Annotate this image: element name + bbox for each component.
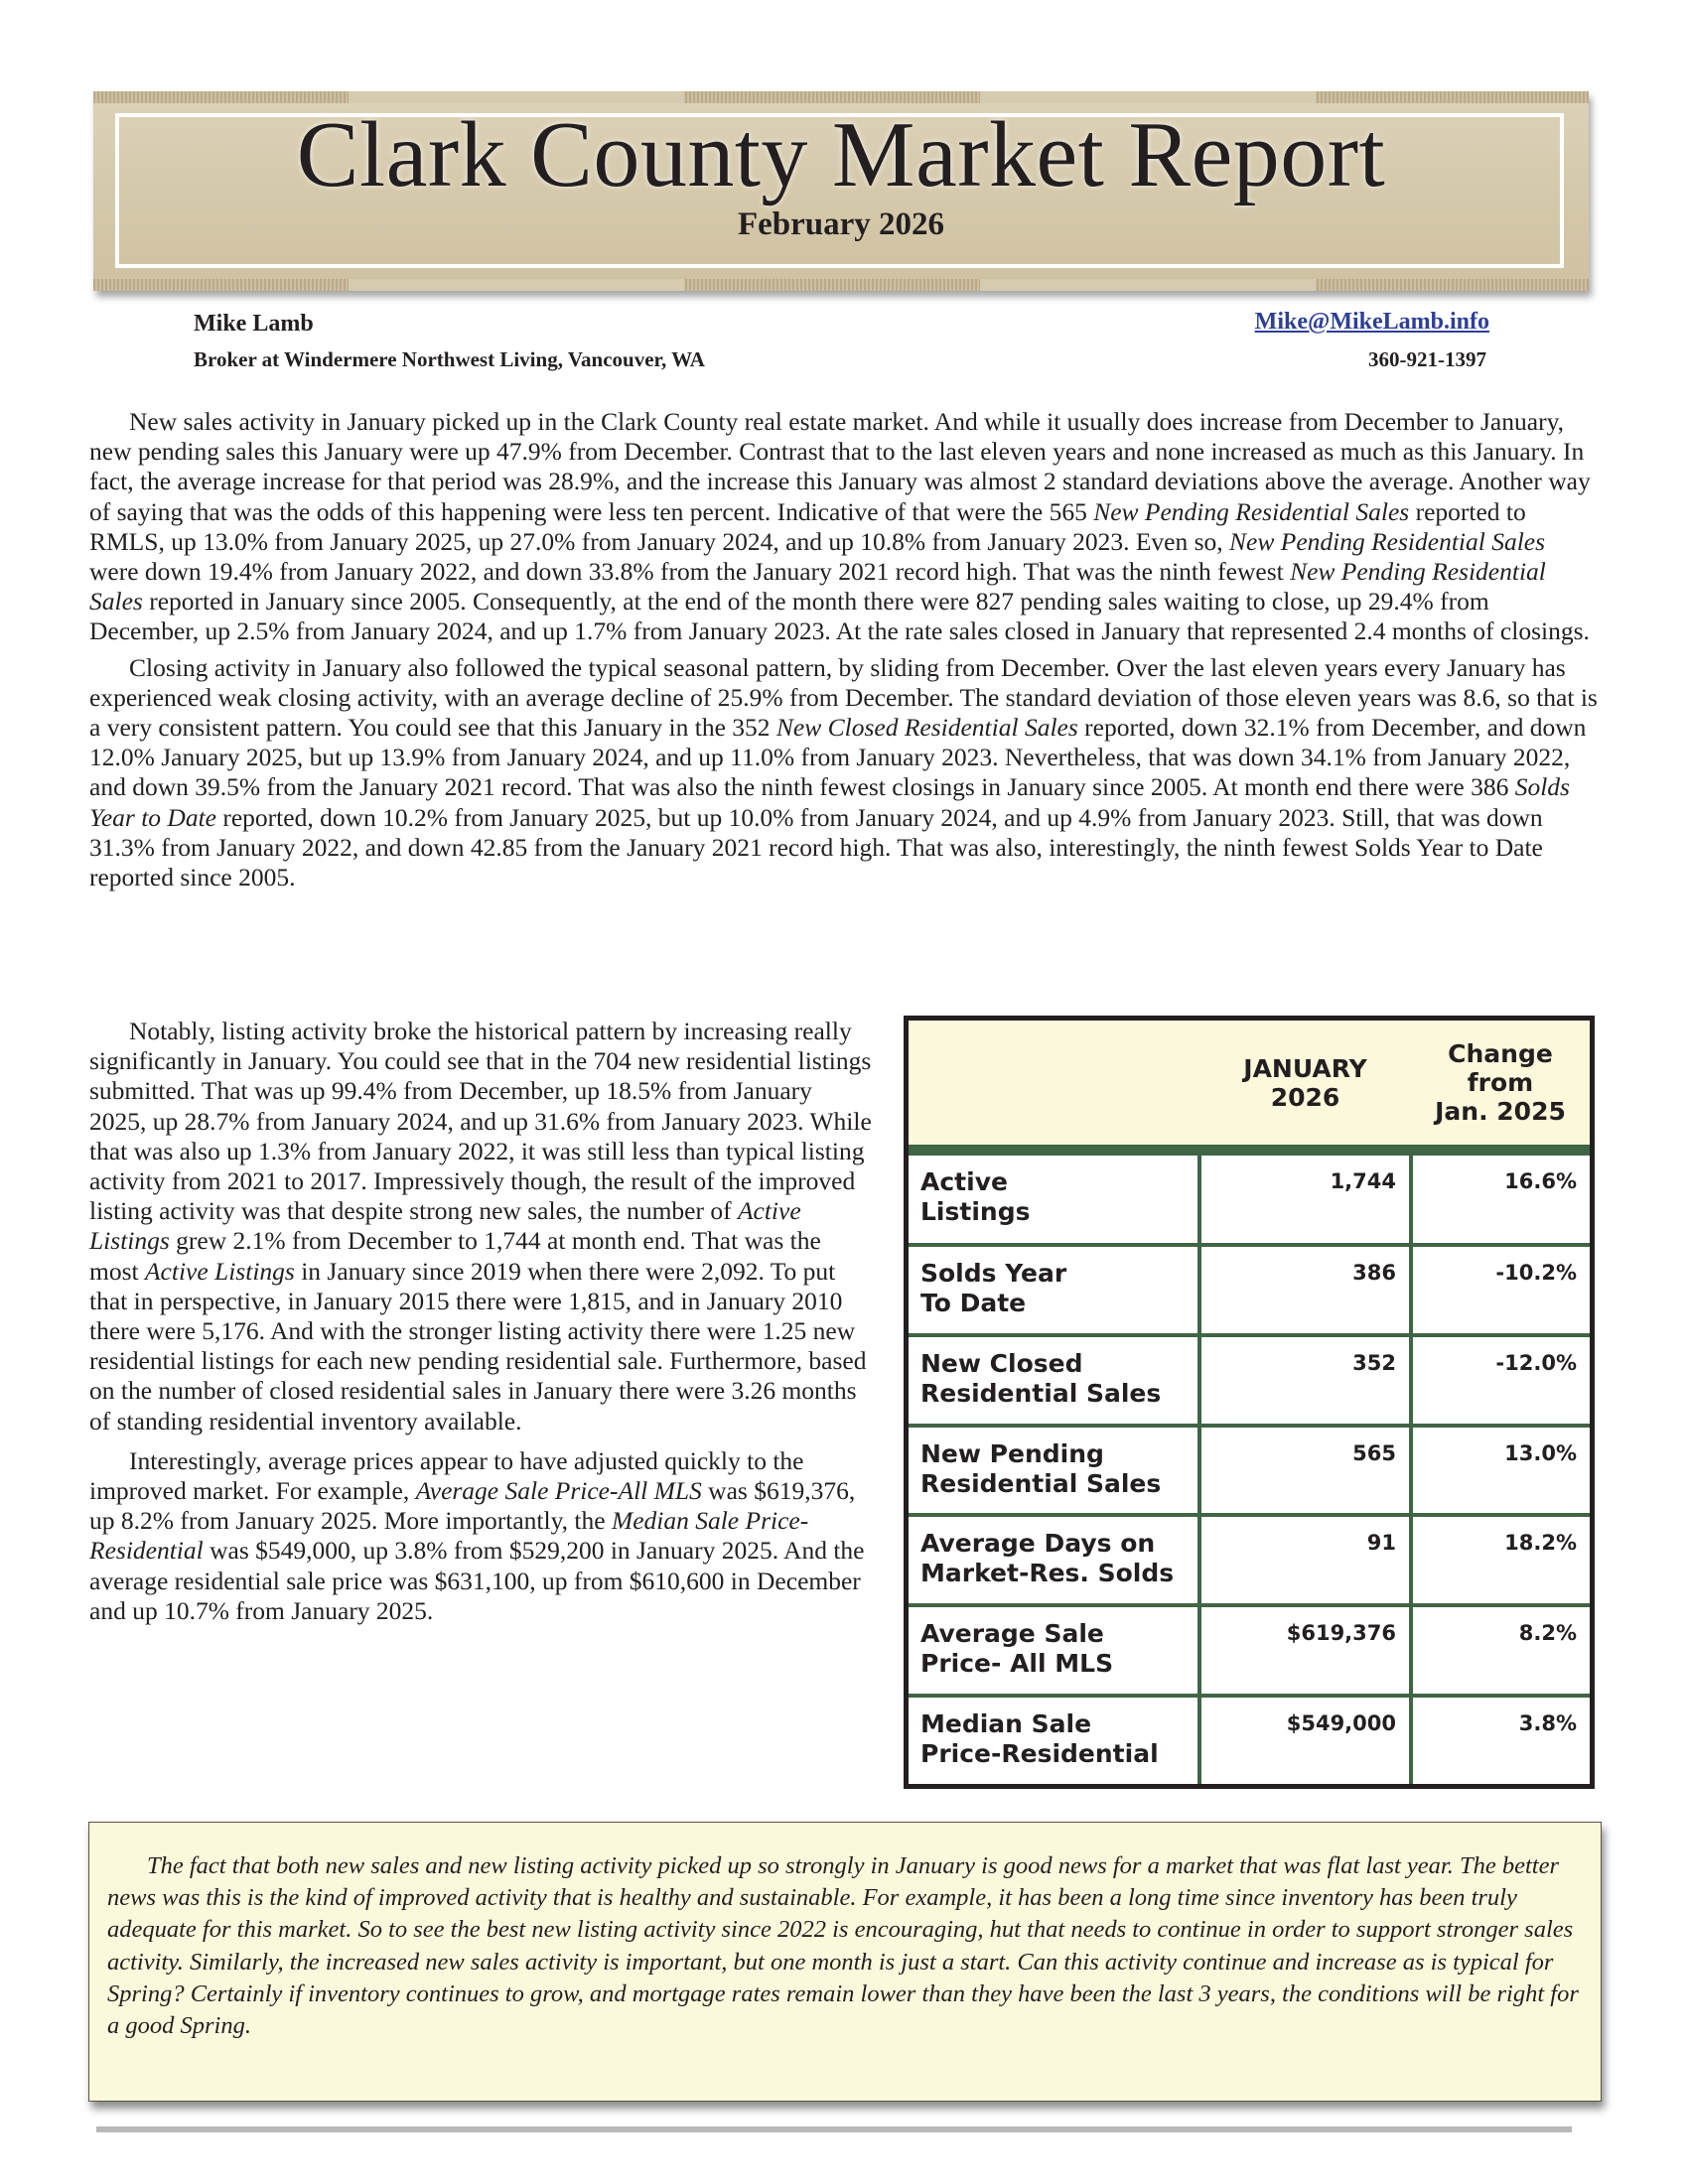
header-month: JANUARY 2026 bbox=[1199, 1021, 1411, 1151]
summary-text: The fact that both new sales and new listing activity picked up so strongly in January is good news for a market that was flat last year. The better news was this is the kind of improved activity that is healthy and sustainable. For example, it has been a long time since inventory has been truly adequate for this market. So to see the best new listing activity since 2022 is encouraging, hut that needs to continue in order to support stronger sales activity. Similarly, the increased new sales activity is important, but one month is just a start. Can this activity continue and increase as is typical for Spring? Certainly if inventory continues to grow, and mortgage rates remain lower than they have been the last 3 years, the conditions will be right for a good Spring. bbox=[107, 1852, 1579, 2040]
metric-change: 13.0% bbox=[1411, 1426, 1590, 1516]
metric-change: -12.0% bbox=[1411, 1335, 1590, 1426]
paragraph-prices: Interestingly, average prices appear to have adjusted quickly to the improved market. For example, Average Sale Price-All MLS was $619,376, up 8.2% from January 2025. More importantly, the Median Sale Price-Residential was $549,000, up 3.8% from $529,200 in January 2025. And the average residential sale price was $631,100, up from $610,600 in December and up 10.7% from January 2025. bbox=[89, 1445, 865, 1625]
intro-section bbox=[89, 407, 1599, 898]
metric-value: 1,744 bbox=[1199, 1151, 1411, 1245]
metric-change: -10.2% bbox=[1411, 1245, 1590, 1335]
table-row bbox=[909, 1605, 1590, 1696]
agent-email-link[interactable]: Mike@MikeLamb.info bbox=[1254, 309, 1489, 335]
metric-value: 352 bbox=[1199, 1335, 1411, 1426]
metric-value: $619,376 bbox=[1199, 1605, 1411, 1696]
table-row bbox=[909, 1426, 1590, 1516]
paragraph-closings: Closing activity in January also followed the typical seasonal pattern, by sliding from December. Over the last eleven years every January has experienced weak closing activity, with an average decline of 25.9% from December. The standard deviation of those eleven years was 8.6, so that is a very consistent pattern. You could see that this January in the 352 New Closed Residential Sales reported, down 32.1% from December, and down 12.0% January 2025, but up 13.9% from January 2024, and up 11.0% from January 2023. Nevertheless, that was down 34.1% from January 2022, and down 39.5% from the January 2021 record. That was also the ninth fewest closings in January since 2005. At month end there were 386 Solds Year to Date reported, down 10.2% from January 2025, but up 10.0% from January 2024, and up 4.9% from January 2023. Still, that was down 31.3% from January 2022, and down 42.85 from the January 2021 record high. That was also, interestingly, the ninth fewest Solds Year to Date reported since 2005. bbox=[89, 652, 1598, 892]
banner-stripe-top bbox=[93, 91, 1589, 103]
metric-label: Average Sale Price- All MLS bbox=[909, 1605, 1199, 1696]
metric-value: $549,000 bbox=[1199, 1696, 1411, 1784]
banner-stripe-bottom bbox=[93, 279, 1589, 291]
metric-change: 16.6% bbox=[1411, 1151, 1590, 1245]
table-row bbox=[909, 1151, 1590, 1245]
header-label-cell bbox=[909, 1021, 1199, 1151]
metric-change: 18.2% bbox=[1411, 1515, 1590, 1605]
title-banner bbox=[93, 91, 1589, 291]
paragraph-listings: Notably, listing activity broke the historical pattern by increasing really significantly in January. You could see that in the 704 new residential listings submitted. That was up 99.4% from December, up 18.5% from January 2025, up 28.7% from January 2024, and up 31.6% from January 2023. While that was also up 1.3% from January 2022, it was still less than typical listing activity from 2021 to 2017. Impressively though, the result of the improved listing activity was that despite strong new sales, the number of Active Listings grew 2.1% from December to 1,744 at month end. That was the most Active Listings in January since 2019 when there were 2,092. To put that in perspective, in January 2015 there were 1,815, and in January 2010 there were 5,176. And with the stronger listing activity there were 1.25 new residential listings for each new pending residential sale. Furthermore, based on the number of closed residential sales in January there were 3.26 months of standing residential inventory available. bbox=[89, 1017, 872, 1435]
metric-label: Active Listings bbox=[909, 1151, 1199, 1245]
agent-name: Mike Lamb bbox=[194, 311, 314, 337]
summary-callout bbox=[88, 1822, 1602, 2102]
table-row bbox=[909, 1515, 1590, 1605]
paragraph-new-sales: New sales activity in January picked up in the Clark County real estate market. And while it usually does increase from December to January, new pending sales this January were up 47.9% from December. Contrast that to the last eleven years and none increased as much as this January. In fact, the average increase for that period was 28.9%, and the increase this January was almost 2 standard deviations above the average. Another way of saying that was the odds of this happening were less ten percent. Indicative of that were the 565 New Pending Residential Sales reported to RMLS, up 13.0% from January 2025, up 27.0% from January 2024, and up 10.8% from January 2023. Even so, New Pending Residential Sales were down 19.4% from January 2022, and down 33.8% from the January 2021 record high. That was the ninth fewest New Pending Residential Sales reported in January since 2005. Consequently, at the end of the month there were 827 pending sales waiting to close, up 29.4% from December, up 2.5% from January 2024, and up 1.7% from January 2023. At the rate sales closed in January that represented 2.4 months of closings. bbox=[89, 407, 1591, 646]
table-row bbox=[909, 1696, 1590, 1784]
metric-value: 386 bbox=[1199, 1245, 1411, 1335]
metric-label: New Pending Residential Sales bbox=[909, 1426, 1199, 1516]
market-stats-table bbox=[904, 1016, 1595, 1789]
metric-label: Average Days on Market-Res. Solds bbox=[909, 1515, 1199, 1605]
report-title: Clark County Market Report bbox=[296, 103, 1386, 206]
table-header-row bbox=[909, 1021, 1590, 1151]
header-change: Change from Jan. 2025 bbox=[1411, 1021, 1590, 1151]
metric-value: 565 bbox=[1199, 1426, 1411, 1516]
agent-phone: 360-921-1397 bbox=[1368, 347, 1486, 371]
left-column bbox=[89, 1017, 874, 1636]
metric-value: 91 bbox=[1199, 1515, 1411, 1605]
footer-divider bbox=[96, 2126, 1572, 2132]
metric-label: Median Sale Price-Residential bbox=[909, 1696, 1199, 1784]
metric-change: 3.8% bbox=[1411, 1696, 1590, 1784]
table-row bbox=[909, 1245, 1590, 1335]
metric-label: New Closed Residential Sales bbox=[909, 1335, 1199, 1426]
metric-change: 8.2% bbox=[1411, 1605, 1590, 1696]
table-row bbox=[909, 1335, 1590, 1426]
metric-label: Solds Year To Date bbox=[909, 1245, 1199, 1335]
report-date: February 2026 bbox=[737, 206, 945, 242]
agent-title: Broker at Windermere Northwest Living, Vancouver, WA bbox=[194, 347, 705, 371]
